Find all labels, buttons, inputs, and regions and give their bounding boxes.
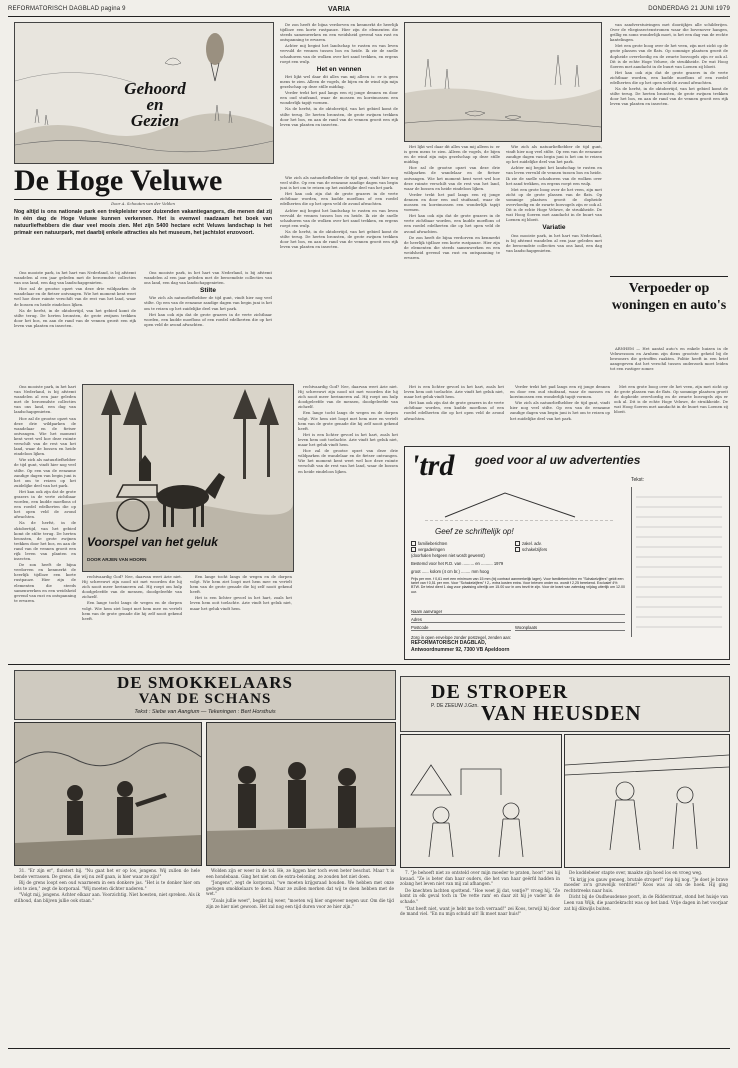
ad-footer-2: REFORMATORISCH DAGBLAD, [411,640,487,646]
ad-plaatsing[interactable]: Bestemd voor het R.D. van .......... en .......... 1979 [411,561,504,566]
comic2-text-right: De koddebeier stapte over, maakte zijn hoed los en vroeg weg. "Ik krijg jou gauw genoeg, brutale stroper!" riep hij nog. "Je doet je brave moeder zo'n gruwelijk verdriet!" Koos was al om de hoek. Hij ging rechtstreeks naar huis. Dicht bij de Oudheusdense poort, in de Ridderstraat, stond het huisje van Leen van Wijk, die paardekracht was op het land. Vrije dagen in het voorjaar zat hij dikwijls buiten. [564,870,728,911]
comic2-panel-2 [564,734,730,868]
option-zakelijk[interactable]: zakel. adv. [515,541,615,546]
ad-text-lines[interactable] [631,487,724,637]
comic2-text-left: 7. "Je behoeft niet zo ontsteld over mijn moeder te praten, hoor!" zei hij kwaad. "Ze is beter dan haar ouders, die het van haar geërfd hadden in zolang het leven niet van mij zal afhangen." De knechten lachten spottend. "Hoe weet jij dat, ventje?" vroeg hij. "Ze komt in elk geval toch in 'De vette ram' en daar zit hij je vader in de schade." "Dat heeft niet, want je hebt me toch verraad!" zei Koos, terwijl hij door de mand viel. "En nu mijn schuld uit! Ik moet naar huis!" [400,870,560,917]
comic2-title-line1: DE STROPER [431,681,569,703]
comic1-panel-1 [14,722,202,866]
subhead-stilte: Stilte [200,287,216,295]
comic1-text-left: 31. "Er zijn er", fluistert hij. "Nu gaat het er op los, jongens. Wij zullen de hele bende verrassen. De grens, die wij nu zelf gaan, is hier waar ze zijn!" Bij de grens loopt een oud waarneem in een donkere jas. "Het is te donker hier om iets te zien," zegt de korporaal. "Wij moeten dichter naderen." "Volgt mij, jongens. Achter elkaar aan. Voorzichtig. Niet hoesten, niet spreken. Als ik stilhoud, dan blijven jullie ook staan." [14,868,200,903]
option-vergaderingen[interactable]: vergaderingen [411,547,511,552]
running-header [8,4,730,16]
ad-note: (doorhalen hetgeen niet wordt gewenst) [411,553,485,558]
comic1-title-line2: VAN DE SCHANS [138,691,272,707]
ad-headline: goed voor al uw advertenties [475,453,641,467]
subhead-natuur: Het en vennen [316,65,362,73]
comic1-text-right: Wolden zijn er weer in de tol. Hè, ze liggen hier toch even beter beschut. Maar 't is een hondebaan. Ging het niet om de extra-beloning, ze zouden het niet doen. "Jongens", zegt de korporaal, "we moeten krijgsraad houden. We hebben met onze gedogen smokkelaars te doen. Maar ze zullen merken dat wij te doen hebben met de wet." "Zoals jullie weet", begint hij weer, "moeten wij hier ongeveer negen uur. Om die tijd zijn ze hier niet gewoon. Het zal nog een tijd duren voor ze hier zijn." [206,868,394,909]
comic1-panel-2 [206,722,396,866]
body-column-5: Wie zich als natuurliefhebber de tijd gunt, vindt hier nog veel stilte. Op een van de eenzame zandige dagen van begin juni is het om te reizen op het zuidelijke deel van het park. Achter mij begint het landschap te rusten en van leven vervuld de vennen tussen bos en heide. Ik zie de snelle schaduwen van de wolken over het zand trekken, en ergens roept een wulp. Met een grote boog over de het veen, zijn met zicht op de grote plassen van de flats. Op sommige plaatsen groeit de dopheide overvloedig en de zwarte bosvogels zijn er ook al. Dit is de echte Hoge Veluwe, de struikheide. De wat Hoog Soeren met aandacht in de buurt van Loenen zij bloeit. Variatie Ons mooiste park, in het hart van Nederland, is bij afstemt wandelen al een jaar geleden met de beroemdste collecties van ons land, een dag van landschapgenieten. [506,144,602,253]
village-men-drawing [401,735,561,867]
body-column-4: Het lijkt wel daar dit alles van mij alleen is: er is geen mens te zien. Alleen de vogels, de bijen en de wind zijn mijn gezelschap op deze stille middag. Hoe zal de grootse opzet van deze drie wildparken de wandelaar en de fietser ontvangen. Wie het moment kent weet wel hoe deze ruimte verschilt van de rest van het land, waar de bossen en heide eindeloos lijken. Verder trekt het pad langs een rij jonge dennen en door een oud stuifzand, waar de mossen en korstmossen een wonderlijk tapijt vormen. Het kan ook zijn dat de grote grazers in de verte zichtbaar worden, een kudde moeflons of een roedel edelherten die op het open veld de avond afwachten. De zon heeft de bijna verdorven en kenmerkt de heerlijk tijdloze een korte rustpauze. Hier zijn de elementen die steeds samenwerken en een weidsheid gevend van rust en ontspanning te ervaren. [404,144,500,260]
story-column-6: Met een grote boog over de het veen, zijn met zicht op de grote plassen van de flats. Op sommige plaatsen groeit de dopheide overvloedig en de zwarte bosvogels zijn er ook al. Dit is de echte Hoge Veluwe, de struikheide. De wat Hoog Soeren met aandacht in de buurt van Loenen zij bloeit. [614,384,728,415]
smugglers-scene-drawing [15,723,201,865]
adres-field[interactable]: Adres [411,617,625,623]
illustration-credit: DOOR ARJEN VAN HOORN [87,557,147,562]
option-schakelzijfers[interactable]: schakelzijfers [515,547,615,552]
sidebar-text: ARNHEM — Het aantal auto's en enkele huizen in de Veluwezoom en Arnhem zijn diens grootste geheid bij de bewoners die getroffen raakten. Politie heeft in een brief aangegeven dat het verschil tussen onderzoek moet leiden tot een rustiger zomer. [610,346,728,372]
hawk-figure [206,33,224,65]
sheep-heath-drawing [405,23,601,141]
comic2-credits: P. DE ZEEUW J.Gzn. [431,703,479,709]
body-column-3b: Wie zich als natuurliefhebber de tijd gunt, vindt hier nog veel stilte. Op een van de eenzame zandige dagen van begin juni is het om te reizen op het zuidelijke deel van het park. Het kan ook zijn dat de grote grazers in de verte zichtbaar worden, een kudde moeflons of een roedel edelherten die op het open veld de avond afwachten. Achter mij begint het landschap te rusten en van leven vervuld de vennen tussen bos en heide. Ik zie de snelle schaduwen van de wolken over het zand trekken, en ergens roept een wulp. Na de herfst, in de oktobertijd, van het gebied komt de stilte terug. De herten bronsten, de grote zwijnen trekken door het bos, en aan de rand van de vennen groeit een rijk leven van planten en insecten. [280,175,398,250]
header-center: VARIA [328,6,351,13]
comic1-credits: Tekst : Siebe van Aangium — Tekeningen : Bert Horsthuis [134,709,276,715]
ad-footer-3: Antwoordnummer 92, 7300 VB Apeldoorn [411,647,510,653]
scissors-icon [415,487,615,521]
body-column-2: Ons mooiste park, in het hart van Nederland, is bij afstemt wandelen al een jaar geleden met de beroemdste collecties van ons land, een dag van landschapgenieten. Stilte Wie zich als natuurliefhebber de tijd gunt, vindt hier nog veel stilte. Op een van de eenzame zandige dagen van begin juni is het om te reizen op het zuidelijke deel van het park. Het kan ook zijn dat de grote grazers in de verte zichtbaar worden, een kudde moeflons of een roedel edelherten die op het open veld de avond afwachten. [144,270,272,327]
article-title: De Hoge Veluwe [14,164,223,197]
story-column-5: Verder trekt het pad langs een rij jonge dennen en door een oud stuifzand, waar de mossen en korstmossen een wonderlijk tapijt vormen. Wie zich als natuurliefhebber de tijd gunt, vindt hier nog veel stilte. Op een van de eenzame zandige dagen van begin juni is het om te reizen op het zuidelijke deel van het park. [510,384,610,421]
byline: Door A. Schouten van der Velden [111,201,175,206]
postcode-field[interactable]: Postcode [411,625,511,631]
article-intro: Nog altijd is ons nationale park een trekpleister voor duizenden vakantiegangers, die menen dat zij in één dag de Hoge Veluwe kunnen verkennen. Het is evenwel raadzaam het boek van natuurliefhebbers die daar veel moois zien. Met zijn 5400 hectare echt Veluws landschap is het primair een natuurpark, met daarbij enkele attracties als het museum, het jachtslot enzovoort. [14,209,272,236]
header-rule [8,16,730,17]
ad-cut-line: Geef ze schriftelijk op! [435,527,514,536]
comic1-title-line1: DE SMOKKELAARS [117,673,293,692]
ad-groot[interactable]: groot ...... kolom (4 cm br.) ........ mm hoog [411,569,489,574]
title-rule [14,199,272,200]
illustration-caption: Voorspel van het geluk [87,535,218,549]
body-column-6: van zandverstuivingen met dooriijkjes alle schilderijen. Over de vlieginsectenstromen waar die bovenover hangen, grillig en soms wonderlijk moet, is het een dag van de rechte kantelingen. Met een grote boog over de het veen, zijn met zicht op de grote plassen van de flats. Op sommige plaatsen groeit de dopheide overvloedig en de zwarte bosvogels zijn er ook al. Dit is de echte Hoge Veluwe, de struikheide. De wat Hoog Soeren met aandacht in de buurt van Loenen zij bloeit. Het kan ook zijn dat de grote grazers in de verte zichtbaar worden, een kudde moeflons of een roedel edelherten die op het open veld de avond afwachten. Na de herfst, in de oktobertijd, van het gebied komt de stilte terug. De herten bronsten, de grote zwijnen trekken door het bos, en aan de rand van de vennen groeit een rijk leven van planten en insecten. [610,22,728,107]
story-column-1: rechtvaardig God? Nee, daarvan weet Arie niet. Hij schreeuwt zijn nood uit met woorden die hij zich nooit meer herinneren zal. Hij roept om hulp doodgeleefde van de mensen, doodgeleefde van zichzelf. Een lange tocht langs de wegen en de dorpen volgt. Wie hem ziet loopt met hem mee en vertelt hem van de grote genade die hij zelf nooit gekend heeft. [82,574,182,621]
page-bottom-rule [8,1048,730,1049]
sidebar-rule [610,276,728,277]
comic1-title-banner [14,670,396,720]
header-right: DONDERDAG 21 JUNI 1979 [648,6,730,12]
scissors-graphic [415,487,615,521]
comic2-title-line2: VAN HEUSDEN [481,701,642,725]
body-column-1: Ons mooiste park, in het hart van Nederland, is bij afstemt wandelen al een jaar geleden met de beroemdste collecties van ons land, een dag van landschapgenieten. Hoe zal de grootse opzet van deze drie wildparken de wandelaar en de fietser ontvangen. Wie het moment kent weet wel hoe deze ruimte verschilt van de rest van het land, waar de bossen en heide eindeloos lijken. Na de herfst, in de oktobertijd, van het gebied komt de stilte terug. De herten bronsten, de grote zwijnen trekken door het bos, en aan de rand van de vennen groeit een rijk leven van planten en insecten. [14,270,136,328]
ad-fine-print: Prijs per mm. f 0,61 met een minimum van 15 mm (bij contract aanmerkelijk lager). Voor familieberichten en "Schakelzijfers" geldt een tarief van f 0,51 per mm. Voor "Schakelzijfers" f 2,- extra kosten extra. Voor brieven onder no. wordt f 2,25 berekend. Exclusief 4% BTW. De tekst dient 1 dag voor plaatsing uiterlijk om 15.00 uur in ons bezit te zijn. Voor de krant van zaterdag vrijdag uiterlijk om 12.00 uur. [411,577,625,594]
ad-write-lines [632,487,724,637]
sidebar-title: Verpoeder op woningen en auto's [611,281,727,313]
landscape-sketch [404,22,602,142]
column-masthead-illustration [14,22,274,164]
advertisement-form [404,446,730,660]
ad-footer-1: Zorg in open envelope zonder postzegel, zenden aan: [411,635,512,640]
soldiers-scene-drawing [207,723,395,865]
body-column-3: De zon heeft de bijna verdorven en kenmerkt de heerlijk tijdloze een korte rustpauze. Hier zijn de elementen die steeds samenwerken en een weidsheid gevend van rust en ontspanning te ervaren. Achter mij begint het landschap te rusten en van leven vervuld de vennen tussen bos en heide. Ik zie de snelle schaduwen van de wolken over het zand trekken, en ergens roept een wulp. Het en vennen Het lijkt wel daar dit alles van mij alleen is: er is geen mens te zien. Alleen de vogels, de bijen en de wind zijn mijn gezelschap op deze stille middag. Verder trekt het pad langs een rij jonge dennen en door een oud stuifzand, waar de mossen en korstmossen een wonderlijk tapijt vormen. Na de herfst, in de oktobertijd, van het gebied komt de stilte terug. De herten bronsten, de grote zwijnen trekken door het bos, en aan de rand van de vennen groeit een rijk leven van planten en insecten. [280,22,398,127]
story-illustration [82,384,294,572]
comic2-panel-1 [400,734,562,868]
ad-tekst-label: Tekst: [631,477,645,483]
poacher-boy-drawing [565,735,729,867]
section-rule [8,664,730,665]
story-column-3: rechtvaardig God? Nee, daarvan weet Arie niet. Hij schreeuwt zijn nood uit met woorden die hij zich nooit meer herinneren zal. Hij roept om hulp doodgeleefde van de mensen, doodgeleefde van zichzelf. Een lange tocht langs de wegen en de dorpen volgt. Wie hem ziet loopt met hem mee en vertelt hem van de grote genade die hij zelf nooit gekend heeft. Het is een lichter gevoel in het hart, zoals het leven hem ooit toelachte. Arie vindt het geluk niet, maar het geluk vindt hem. Hoe zal de grootse opzet van deze drie wildparken de wandelaar en de fietser ontvangen. Wie het moment kent weet wel hoe deze ruimte verschilt van de rest van het land, waar de bossen en heide eindeloos lijken. [298,384,398,474]
header-left: REFORMATORISCH DAGBLAD pagina 9 [8,6,126,12]
column-title: Gehoord en Gezien [124,81,186,129]
story-column-2: Een lange tocht langs de wegen en de dorpen volgt. Wie hem ziet loopt met hem mee en vertelt hem van de grote genade die hij zelf nooit gekend heeft. Het is een lichter gevoel in het hart, zoals het leven hem ooit toelachte. Arie vindt het geluk niet, maar het geluk vindt hem. [190,574,292,611]
naam-field[interactable]: Naam aanvrager [411,609,625,615]
comic2-title-banner [400,676,730,732]
option-familieberichten[interactable]: familieberichten [411,541,511,546]
ad-logo: 'trd [411,449,455,482]
story-column-4: Het is een lichter gevoel in het hart, zoals het leven hem ooit toelachte. Arie vindt het geluk niet, maar het geluk vindt hem. Het kan ook zijn dat de grote grazers in de verte zichtbaar worden, een kudde moeflons of een roedel edelherten die op het open veld de avond afwachten. [404,384,504,421]
woonplaats-field[interactable]: Woonplaats [515,625,625,631]
subhead-variatie: Variatie [542,224,566,232]
body-column-left-narrow: Ons mooiste park, in het hart van Nederland, is bij afstemt wandelen al een jaar geleden met de beroemdste collecties van ons land, een dag van landschapgenieten. Hoe zal de grootse opzet van deze drie wildparken de wandelaar en de fietser ontvangen. Wie het moment kent weet wel hoe deze ruimte verschilt van de rest van het land, waar de bossen en heide eindeloos lijken. Wie zich als natuurliefhebber de tijd gunt, vindt hier nog veel stilte. Op een van de eenzame zandige dagen van begin juni is het om te reizen op het zuidelijke deel van het park. Het kan ook zijn dat de grote grazers in de verte zichtbaar worden, een kudde moeflons of een roedel edelherten die op het open veld de avond afwachten. Na de herfst, in de oktobertijd, van het gebied komt de stilte terug. De herten bronsten, de grote zwijnen trekken door het bos, en aan de rand van de vennen groeit een rijk leven van planten en insecten. De zon heeft de bijna verdorven en kenmerkt de heerlijk tijdloze een korte rustpauze. Hier zijn de elementen die steeds samenwerken en een weidsheid gevend van rust en ontspanning te ervaren. [14,384,76,603]
